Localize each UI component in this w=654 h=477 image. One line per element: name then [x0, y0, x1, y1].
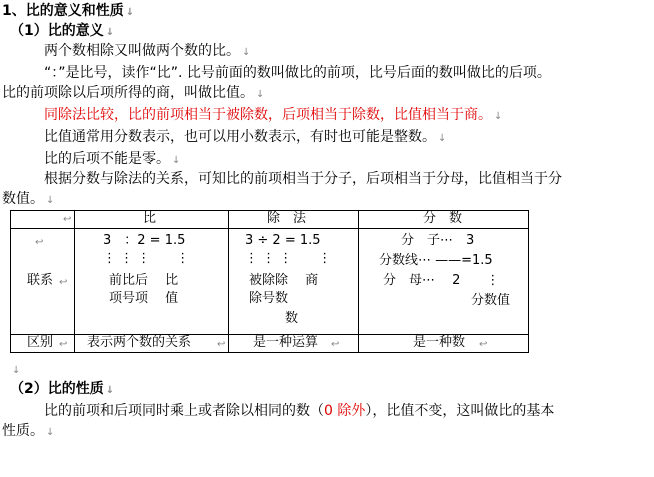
table-corner-cell: ↩: [11, 211, 75, 229]
header-ratio: 比: [75, 211, 229, 229]
paragraph-ratio-sign: “：”是比号，读作“比”. 比号前面的数叫做比的前项，比号后面的数叫做比的后项。: [44, 65, 551, 81]
paragraph-basic-property-end: 性质。 ↓: [2, 423, 55, 439]
paragraph-mark: ↓: [105, 27, 115, 38]
paragraph-mark: ↓: [438, 133, 447, 144]
table-header-row: [11, 211, 529, 229]
subsection-title-property: （2）比的性质 ↓: [10, 381, 115, 397]
cell-ratio-relation: 3 ：2 = 1.5 ⋮ ⋮ ⋮ ⋮ 前比后 比 项号项 值: [75, 229, 229, 335]
subsection-title-meaning: （1）比的意义 ↓: [10, 23, 115, 39]
header-division: 除 法: [229, 211, 359, 229]
zero-excluded-red: 0 除外: [324, 403, 366, 419]
paragraph-mark: ↓: [172, 155, 181, 166]
cell-division-difference: 是一种运算 ↩: [229, 335, 359, 353]
paragraph-basic-property: 比的前项和后项同时乘上或者除以相同的数（0 除外），比值不变，这叫做比的基本: [44, 403, 555, 419]
paragraph-comparison-red: 同除法比较，比的前项相当于被除数，后项相当于除数，比值相当于商。 ↓: [44, 107, 503, 123]
paragraph-mark: ↓: [46, 195, 55, 206]
paragraph-nonzero: 比的后项不能是零。 ↓: [44, 151, 181, 167]
row-label-relation: ↩ 联系 ↩: [11, 229, 75, 335]
paragraph-ratio-value: 比的前项除以后项所得的商，叫做比值。 ↓: [2, 85, 265, 101]
paragraph-mark-after-table: ↓: [12, 365, 21, 376]
cell-fraction-relation: 分 子⋯ 3 分数线⋯ ——=1.5 分 母⋯ 2 ⋮ 分数值: [359, 229, 529, 335]
header-fraction: 分 数: [359, 211, 529, 229]
paragraph-fraction-relation: 根据分数与除法的关系，可知比的前项相当于分子，后项相当于分母，比值相当于分: [44, 171, 562, 187]
paragraph-mark: ↓: [256, 89, 265, 100]
cell-division-relation: 3 ÷ 2 = 1.5 ⋮ ⋮ ⋮ ⋮ 被除除 商 除号数 数: [229, 229, 359, 335]
paragraph-mark: ↓: [125, 7, 135, 18]
paragraph-ratio-forms: 比值通常用分数表示，也可以用小数表示，有时也可能是整数。 ↓: [44, 129, 447, 145]
comparison-table: [10, 210, 529, 353]
paragraph-mark: ↓: [46, 427, 55, 438]
paragraph-mark: ↓: [494, 111, 503, 122]
cell-ratio-difference: 表示两个数的关系 ↩: [75, 335, 229, 353]
paragraph-mark: ↓: [242, 47, 251, 58]
table-row-relation: [11, 229, 529, 335]
table-row-difference: [11, 335, 529, 353]
section-title: 1、比的意义和性质 ↓: [2, 3, 135, 19]
row-label-difference: 区别 ↩: [11, 335, 75, 353]
paragraph-fraction-relation-end: 数值。 ↓: [2, 191, 55, 207]
cell-fraction-difference: 是一种数 ↩: [359, 335, 529, 353]
paragraph-definition: 两个数相除又叫做两个数的比。 ↓: [44, 43, 251, 59]
paragraph-mark: ↓: [105, 385, 115, 396]
